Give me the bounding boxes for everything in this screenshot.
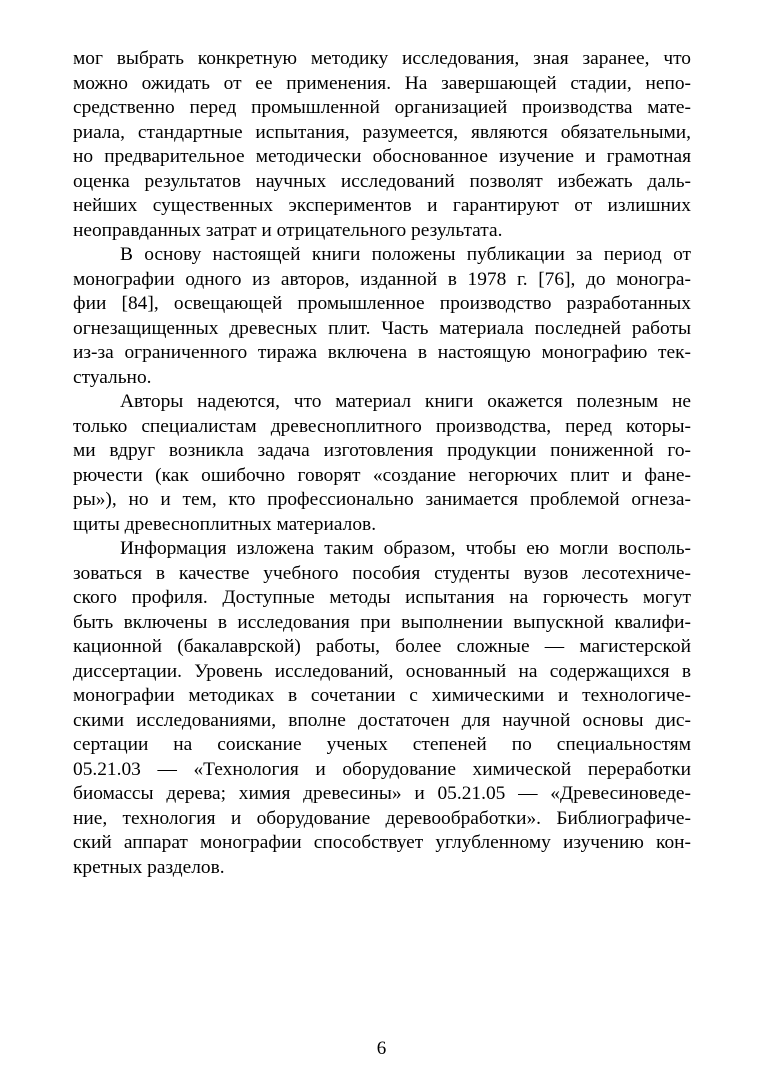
text-line: В основу настоящей книги положены публикации за период от bbox=[120, 244, 691, 265]
text-line: можно ожидать от ее применения. На завершающей стадии, непо- bbox=[73, 72, 691, 94]
paragraph bbox=[73, 243, 691, 390]
text-line: монографии методиках в сочетании с химическими и технологиче- bbox=[73, 685, 691, 706]
body-text bbox=[73, 47, 691, 880]
paragraph bbox=[73, 537, 691, 880]
text-line: нейших существенных экспериментов и гарантируют от излишних bbox=[73, 195, 691, 216]
text-line: зоваться в качестве учебного пособия студенты вузов лесотехниче- bbox=[73, 562, 691, 584]
text-line: диссертации. Уровень исследований, основанный на содержащихся в bbox=[73, 660, 691, 682]
text-line: стуально. bbox=[73, 366, 152, 388]
text-line: ми вдруг возникла задача изготовления продукции пониженной го- bbox=[73, 440, 691, 461]
text-line: 05.21.03 — «Технология и оборудование химической переработки bbox=[73, 758, 691, 780]
text-line: сертации на соискание ученых степеней по специальностям bbox=[73, 734, 691, 755]
paragraph bbox=[73, 47, 691, 243]
text-line: щиты древесноплитных материалов. bbox=[73, 513, 377, 535]
text-line: средственно перед промышленной организацией производства мате- bbox=[73, 97, 691, 118]
page-number: 6 bbox=[376, 1038, 387, 1059]
text-line: ние, технология и оборудование деревообработки». Библиографиче- bbox=[73, 807, 691, 829]
text-line: скими исследованиями, вполне достаточен для научной основы дис- bbox=[73, 709, 691, 731]
text-line: огнезащищенных древесных плит. Часть материала последней работы bbox=[73, 317, 691, 339]
text-line: рючести (как ошибочно говорят «создание негорючих плит и фане- bbox=[73, 464, 691, 486]
text-line: ры»), но и тем, кто профессионально занимается проблемой огнеза- bbox=[73, 489, 691, 510]
text-line: монографии одного из авторов, изданной в 1978 г. [76], до моногра- bbox=[73, 268, 691, 290]
text-line: неоправданных затрат и отрицательного результата. bbox=[73, 219, 503, 241]
text-line: но предварительное методически обоснованное изучение и грамотная bbox=[73, 146, 691, 167]
paragraph bbox=[73, 390, 691, 537]
text-line: ского профиля. Доступные методы испытания на горючесть могут bbox=[73, 587, 691, 608]
text-line: мог выбрать конкретную методику исследования, зная заранее, что bbox=[73, 48, 691, 69]
text-line: кретных разделов. bbox=[73, 856, 225, 878]
text-line: Авторы надеются, что материал книги окажется полезным не bbox=[120, 391, 691, 412]
text-line: Информация изложена таким образом, чтобы ею могли восполь- bbox=[120, 538, 691, 559]
text-line: фии [84], освещающей промышленное производство разработанных bbox=[73, 293, 691, 314]
text-line: оценка результатов научных исследований позволят избежать даль- bbox=[73, 170, 691, 192]
text-line: быть включены в исследования при выполнении выпускной квалифи- bbox=[73, 611, 691, 633]
text-line: биомассы дерева; химия древесины» и 05.21.05 — «Древесиноведе- bbox=[73, 783, 691, 804]
text-line: риала, стандартные испытания, разумеется, являются обязательными, bbox=[73, 121, 691, 143]
text-line: только специалистам древесноплитного производства, перед которы- bbox=[73, 415, 691, 437]
text-line: кационной (бакалаврской) работы, более сложные — магистерской bbox=[73, 636, 691, 657]
text-line: ский аппарат монографии способствует углубленному изучению кон- bbox=[73, 832, 691, 853]
text-line: из-за ограниченного тиража включена в настоящую монографию тек- bbox=[73, 342, 691, 363]
